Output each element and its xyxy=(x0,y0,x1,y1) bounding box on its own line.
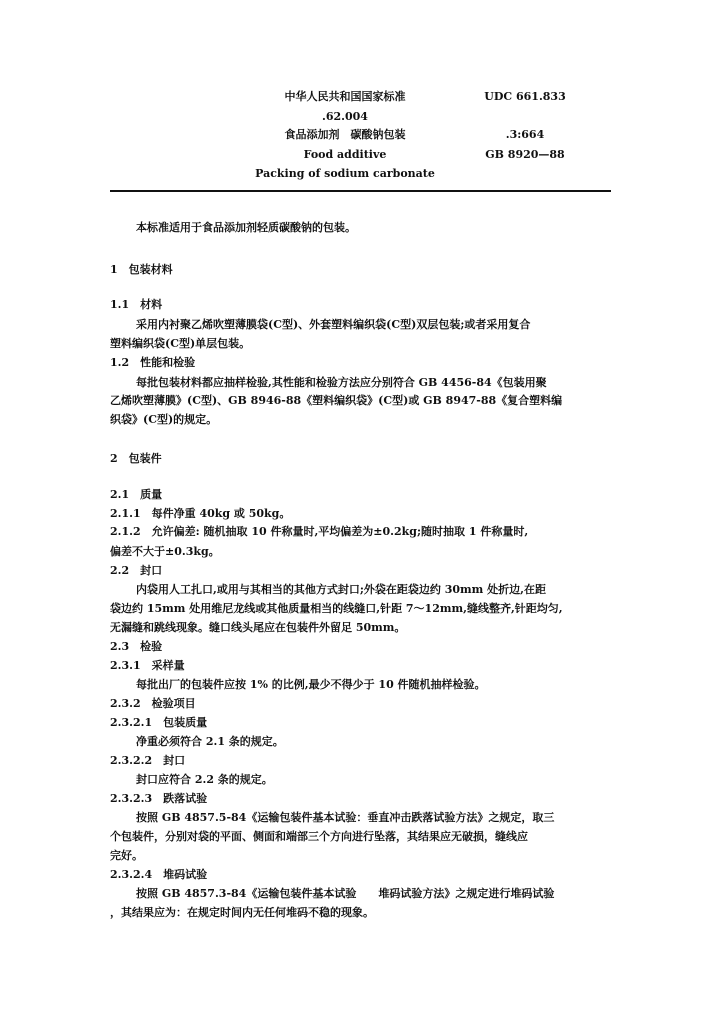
body-line: 无漏缝和跳线现象。缝口线头尾应在包装件外留足 50mm。 xyxy=(110,621,406,634)
clause-heading: 2.3.2.2 封口 xyxy=(110,754,186,767)
clause-heading: 2.3.2.4 堆码试验 xyxy=(110,868,208,881)
body-line: 袋边约 15mm 处用维尼龙线或其他质量相当的线缝口,针距 7～12mm,缝线整齐,针距均匀, xyxy=(110,602,563,615)
body-line: 乙烯吹塑薄膜》(C型)、GB 8946-88《塑料编织袋》(C型)或 GB 8947-88《复合塑料编 xyxy=(110,394,563,407)
subsection-heading: 1.2 性能和检验 xyxy=(110,356,196,369)
document-title-en-1: Food additive xyxy=(303,148,387,161)
body-line: ，其结果应为：在规定时间内无任何堆码不稳的现象。 xyxy=(110,906,374,919)
standard-number: GB 8920—88 xyxy=(485,148,565,161)
body-line: 个包装件，分别对袋的平面、侧面和端部三个方向进行坠落，其结果应无破损，缝线应 xyxy=(110,830,528,843)
standard-title-cn: 中华人民共和国国家标准 xyxy=(284,90,406,103)
clause-heading: 2.3.2 检验项目 xyxy=(110,697,196,710)
udc-code-suffix: .3:664 xyxy=(505,128,545,141)
clause-line: 2.1.2 允许偏差: 随机抽取 10 件称量时,平均偏差为±0.2kg;随时抽取 1 件称量时, xyxy=(110,525,529,538)
subsection-heading: 2.2 封口 xyxy=(110,564,163,577)
document-title-en-2: Packing of sodium carbonate xyxy=(255,167,435,180)
body-line: 每批出厂的包装件应按 1% 的比例,最少不得少于 10 件随机抽样检验。 xyxy=(136,678,486,691)
udc-code: UDC 661.833 xyxy=(484,90,566,103)
clause-heading: 2.3.1 采样量 xyxy=(110,659,185,672)
clause-heading: 2.3.2.1 包装质量 xyxy=(110,716,208,729)
body-line: 完好。 xyxy=(110,849,143,862)
body-line: 按照 GB 4857.5-84《运输包装件基本试验：垂直冲击跌落试验方法》之规定，取三 xyxy=(136,811,555,824)
clause-line: 2.1.1 每件净重 40kg 或 50kg。 xyxy=(110,507,291,520)
body-line: 封口应符合 2.2 条的规定。 xyxy=(136,773,273,786)
body-line: 净重必须符合 2.1 条的规定。 xyxy=(136,735,284,748)
udc-continuation: .62.004 xyxy=(322,110,368,123)
body-line: 内袋用人工扎口,或用与其相当的其他方式封口;外袋在距袋边约 30mm 处折边,在距 xyxy=(136,583,546,596)
header-rule xyxy=(110,190,611,192)
body-line: 每批包装材料都应抽样检验,其性能和检验方法应分别符合 GB 4456-84《包装用聚 xyxy=(136,376,547,389)
body-line: 偏差不大于±0.3kg。 xyxy=(110,545,220,558)
body-line: 采用内衬聚乙烯吹塑薄膜袋(C型)、外套塑料编织袋(C型)双层包装;或者采用复合 xyxy=(136,318,531,331)
subsection-heading: 2.3 检验 xyxy=(110,640,163,653)
scope-paragraph: 本标准适用于食品添加剂轻质碳酸钠的包装。 xyxy=(136,221,356,234)
subsection-heading: 2.1 质量 xyxy=(110,488,163,501)
clause-heading: 2.3.2.3 跌落试验 xyxy=(110,792,208,805)
body-line: 按照 GB 4857.3-84《运输包装件基本试验 堆码试验方法》之规定进行堆码试验 xyxy=(136,887,555,900)
section-heading: 2 包装件 xyxy=(110,452,162,465)
document-title-cn: 食品添加剂 碳酸钠包装 xyxy=(284,128,406,141)
section-heading: 1 包装材料 xyxy=(110,263,173,276)
body-line: 塑料编织袋(C型)单层包装。 xyxy=(110,337,251,350)
subsection-heading: 1.1 材料 xyxy=(110,298,163,311)
body-line: 织袋》(C型)的规定。 xyxy=(110,413,218,426)
